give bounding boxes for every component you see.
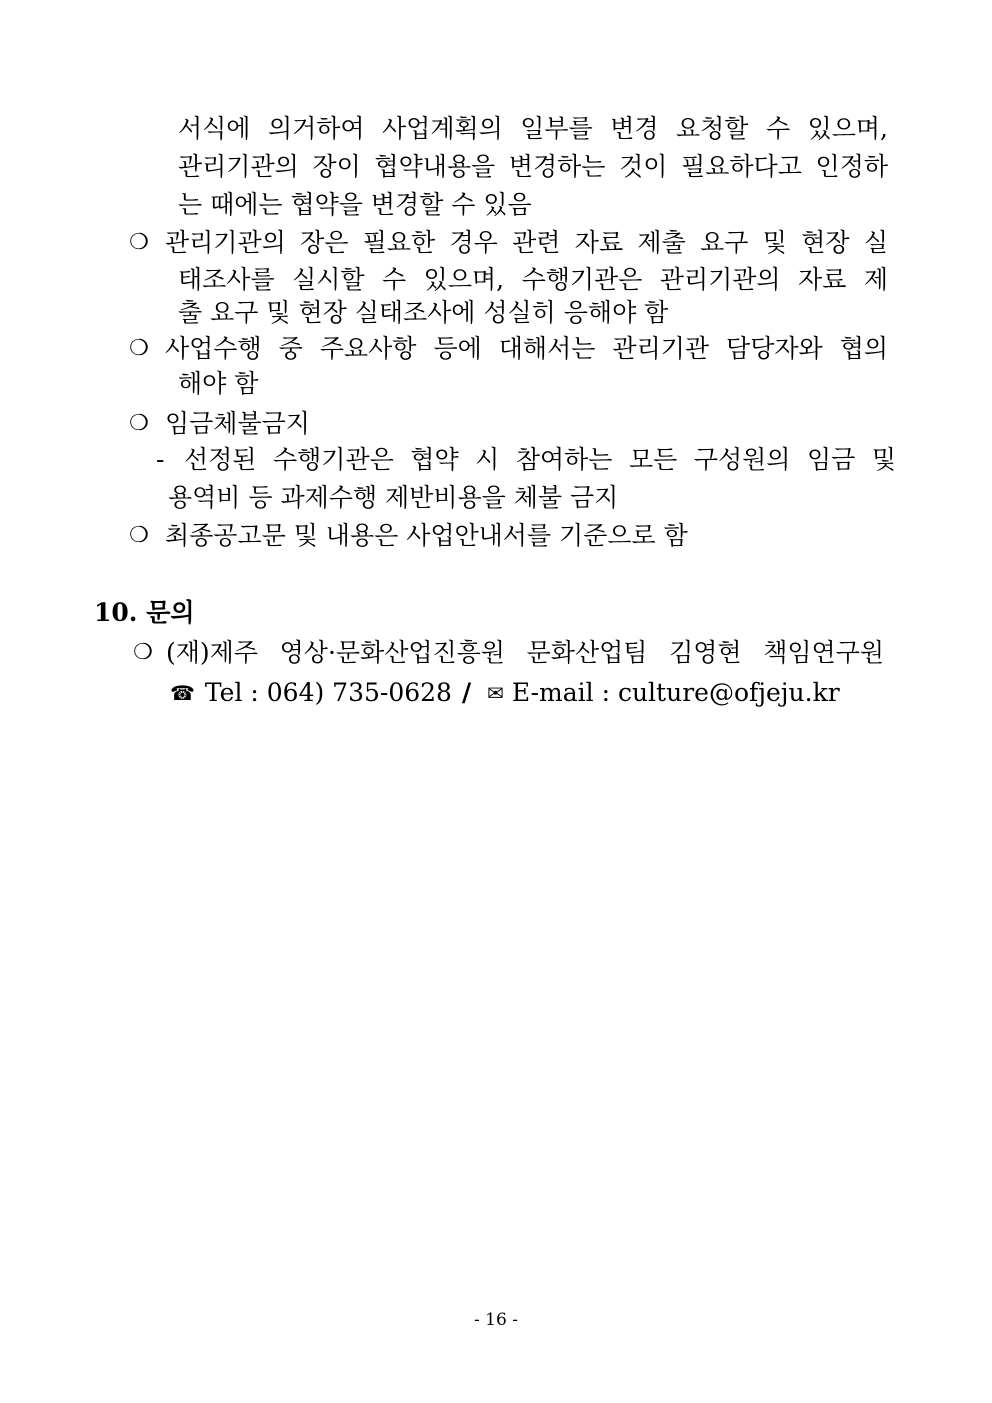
contact-organization: (재)제주 영상·문화산업진흥원 문화산업팀 김영현 책임연구원 [166,638,884,667]
bullet-line: 태조사를 실시할 수 있으며, 수행기관은 관리기관의 자료 제 [178,265,888,294]
sub-bullet-line: 용역비 등 과제수행 제반비용을 체불 금지 [168,483,619,512]
bullet-line: 해야 함 [178,369,259,398]
section-title: 10. 문의 [94,598,195,627]
circle-bullet-icon: ❍ [129,336,149,361]
circle-bullet-icon: ❍ [133,640,153,665]
sub-bullet-line: 선정된 수행기관은 협약 시 참여하는 모든 구성원의 임금 및 [184,445,896,474]
bullet-line: 사업수행 중 주요사항 등에 대해서는 관리기관 담당자와 협의 [165,334,888,363]
email-label: E-mail : culture@ofjeju.kr [511,678,840,707]
paragraph-line: 는 때에는 협약을 변경할 수 있음 [178,190,532,219]
bullet-line: 최종공고문 및 내용은 사업안내서를 기준으로 함 [165,521,688,550]
bullet-line: 관리기관의 장은 필요한 경우 관련 자료 제출 요구 및 현장 실 [165,228,888,257]
tel-label: Tel : 064) 735-0628 [204,678,452,707]
dash-bullet-icon: - [156,445,165,474]
telephone-icon: ☎ [170,681,195,705]
paragraph-line: 관리기관의 장이 협약내용을 변경하는 것이 필요하다고 인정하 [178,152,888,181]
paragraph-line: 서식에 의거하여 사업계획의 일부를 변경 요청할 수 있으며, [178,114,888,143]
contact-info [170,678,840,708]
separator: / [461,678,472,707]
circle-bullet-icon: ❍ [129,230,149,255]
bullet-line: 출 요구 및 현장 실태조사에 성실히 응해야 함 [178,298,669,327]
circle-bullet-icon: ❍ [129,411,149,436]
envelope-icon: ✉ [487,681,504,705]
bullet-line: 임금체불금지 [165,409,310,438]
page-number: - 16 - [474,1310,518,1330]
circle-bullet-icon: ❍ [129,523,149,548]
